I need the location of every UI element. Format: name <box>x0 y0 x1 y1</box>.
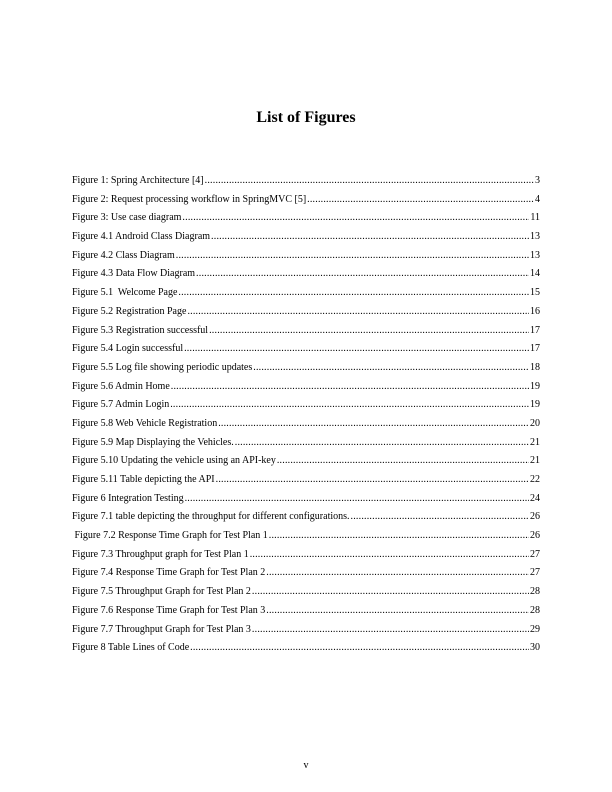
dot-leader <box>216 473 529 487</box>
figure-entry[interactable] <box>72 174 540 193</box>
dot-leader <box>218 417 529 431</box>
figure-entry-label: Figure 5.11 Table depicting the API <box>72 474 215 485</box>
figure-entry-label: Figure 7.4 Response Time Graph for Test Plan 2 <box>72 567 266 579</box>
dot-leader <box>170 398 529 412</box>
figure-entry-page-number: 30 <box>530 642 540 654</box>
dot-leader <box>252 623 529 637</box>
figure-entry[interactable] <box>72 585 540 604</box>
figure-entry-label: Figure 7.5 Throughput Graph for Test Plan 2 <box>72 586 251 598</box>
figure-entry-page-number: 13 <box>530 231 540 243</box>
dot-leader <box>209 324 529 338</box>
figure-entry[interactable] <box>72 454 540 473</box>
figure-entry-page-number: 13 <box>530 249 540 261</box>
figure-entry[interactable] <box>72 529 540 548</box>
figure-entry-page-number: 26 <box>530 530 540 542</box>
figure-entry-label: Figure 3: Use case diagram <box>72 212 182 224</box>
figure-entry-page-number: 18 <box>530 361 540 373</box>
figure-entry-page-number: 29 <box>530 623 540 635</box>
list-of-figures <box>72 174 540 660</box>
figure-entry-page-number: 21 <box>530 455 540 467</box>
figure-entry[interactable] <box>72 436 540 455</box>
figure-entry[interactable] <box>72 548 540 567</box>
dot-leader <box>266 566 529 580</box>
figure-entry-label: Figure 7.2 Response Time Graph for Test Plan 1 <box>72 530 268 542</box>
figure-entry[interactable] <box>72 324 540 343</box>
figure-entry-label: Figure 7.1 table depicting the throughput for different configurations. <box>72 511 350 523</box>
figure-entry-page-number: 27 <box>530 567 540 579</box>
figure-entry-label: Figure 5.2 Registration Page <box>72 305 187 317</box>
dot-leader <box>266 604 529 618</box>
figure-entry[interactable] <box>72 380 540 399</box>
figure-entry[interactable] <box>72 417 540 436</box>
figure-entry[interactable] <box>72 267 540 286</box>
figure-entry-label: Figure 5.9 Map Displaying the Vehicles. <box>72 436 234 448</box>
dot-leader <box>351 510 529 524</box>
figure-entry-label: Figure 5.1 Welcome Page <box>72 287 178 299</box>
figure-entry-label: Figure 1: Spring Architecture [4] <box>72 175 204 186</box>
dot-leader <box>211 230 529 244</box>
figure-entry[interactable] <box>72 566 540 585</box>
figure-entry-label: Figure 5.5 Log file showing periodic updates <box>72 361 253 373</box>
dot-leader <box>252 585 529 599</box>
page-number: v <box>303 760 309 771</box>
figure-entry-label: Figure 7.3 Throughput graph for Test Plan 1 <box>72 548 249 560</box>
figure-entry-label: Figure 5.6 Admin Home <box>72 380 170 392</box>
figure-entry-page-number: 15 <box>530 287 540 299</box>
figure-entry[interactable] <box>72 286 540 305</box>
dot-leader <box>235 436 529 450</box>
figure-entry-label: Figure 4.3 Data Flow Diagram <box>72 268 196 280</box>
figure-entry-label: Figure 8 Table Lines of Code <box>72 642 190 654</box>
dot-leader <box>187 305 529 319</box>
dot-leader <box>205 174 534 188</box>
figure-entry-page-number: 22 <box>530 474 540 485</box>
dot-leader <box>176 249 529 263</box>
figure-entry[interactable] <box>72 492 540 511</box>
figure-entry[interactable] <box>72 604 540 623</box>
dot-leader <box>269 529 529 543</box>
dot-leader <box>307 193 534 207</box>
figure-entry-label: Figure 5.8 Web Vehicle Registration <box>72 417 218 429</box>
figure-entry-label: Figure 2: Request processing workflow in SpringMVC [5] <box>72 193 307 205</box>
dot-leader <box>184 342 529 356</box>
figure-entry-label: Figure 7.6 Response Time Graph for Test Plan 3 <box>72 604 266 616</box>
figure-entry-page-number: 21 <box>530 436 540 448</box>
dot-leader <box>178 286 529 300</box>
figure-entry[interactable] <box>72 361 540 380</box>
figure-entry[interactable] <box>72 623 540 642</box>
figure-entry-page-number: 20 <box>530 417 540 429</box>
figure-entry-page-number: 4 <box>535 193 540 205</box>
figure-entry-page-number: 17 <box>530 343 540 355</box>
figure-entry-page-number: 28 <box>530 604 540 616</box>
figure-entry-label: Figure 6 Integration Testing <box>72 492 184 504</box>
figure-entry-page-number: 19 <box>530 399 540 411</box>
figure-entry[interactable] <box>72 230 540 249</box>
figure-entry-label: Figure 5.7 Admin Login <box>72 399 170 411</box>
figure-entry[interactable] <box>72 211 540 230</box>
dot-leader <box>171 380 529 394</box>
dot-leader <box>253 361 529 375</box>
figure-entry-page-number: 14 <box>530 268 540 280</box>
figure-entry[interactable] <box>72 342 540 361</box>
dot-leader <box>196 267 529 281</box>
figure-entry-label: Figure 4.1 Android Class Diagram <box>72 231 211 243</box>
figure-entry[interactable] <box>72 305 540 324</box>
figure-entry-label: Figure 5.4 Login successful <box>72 343 184 355</box>
figure-entry-label: Figure 5.10 Updating the vehicle using an API-key <box>72 455 276 467</box>
figure-entry[interactable] <box>72 249 540 268</box>
dot-leader <box>277 454 529 468</box>
figure-entry-page-number: 16 <box>530 305 540 317</box>
figure-entry[interactable] <box>72 398 540 417</box>
figure-entry-page-number: 27 <box>530 548 540 560</box>
figure-entry-page-number: 17 <box>530 324 540 336</box>
dot-leader <box>250 548 529 562</box>
figure-entry[interactable] <box>72 193 540 212</box>
dot-leader <box>185 492 529 506</box>
figure-entry[interactable] <box>72 641 540 660</box>
figure-entry-label: Figure 4.2 Class Diagram <box>72 249 175 261</box>
dot-leader <box>190 641 529 655</box>
figure-entry-page-number: 3 <box>535 175 540 186</box>
dot-leader <box>182 211 529 225</box>
figure-entry-page-number: 11 <box>530 212 540 224</box>
figure-entry-label: Figure 5.3 Registration successful <box>72 324 209 336</box>
figure-entry-page-number: 28 <box>530 586 540 598</box>
figure-entry[interactable] <box>72 510 540 529</box>
figure-entry[interactable] <box>72 473 540 492</box>
figure-entry-page-number: 26 <box>530 511 540 523</box>
figure-entry-page-number: 24 <box>530 492 540 504</box>
page-title: List of Figures <box>256 109 356 126</box>
figure-entry-page-number: 19 <box>530 380 540 392</box>
figure-entry-label: Figure 7.7 Throughput Graph for Test Plan 3 <box>72 623 251 635</box>
